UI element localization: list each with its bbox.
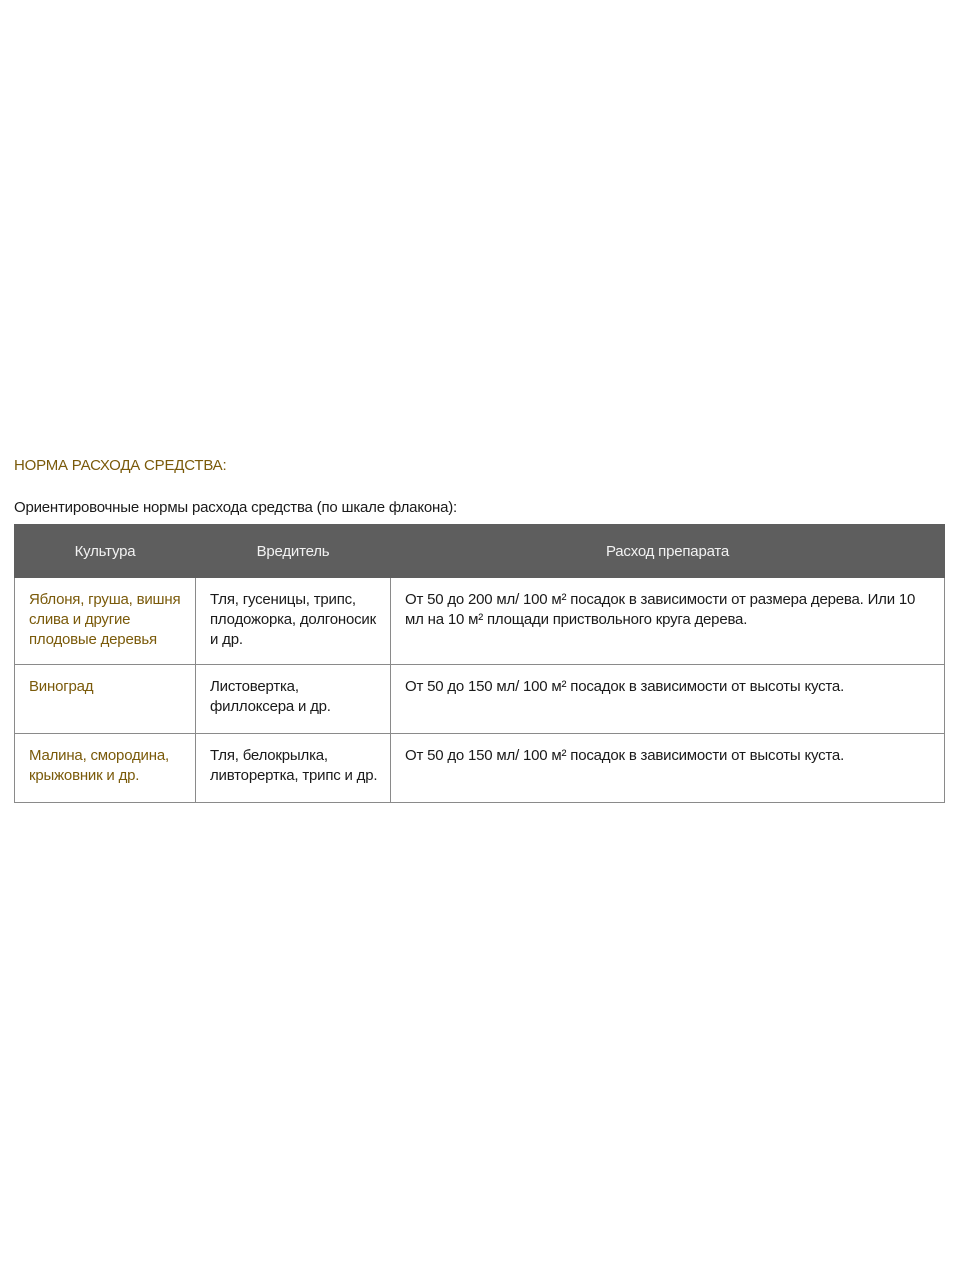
consumption-table: [14, 524, 945, 803]
consumption-section: [14, 456, 944, 803]
rate-cell: От 50 до 150 мл/ 100 м² посадок в зависимости от высоты куста.: [391, 734, 945, 803]
table-row: [15, 578, 945, 665]
header-rate: Расход препарата: [391, 525, 945, 578]
pest-cell: Листовертка, филлоксера и др.: [196, 665, 391, 734]
section-title: НОРМА РАСХОДА СРЕДСТВА:: [14, 457, 227, 474]
header-crop: Культура: [15, 525, 196, 578]
header-pest: Вредитель: [196, 525, 391, 578]
pest-cell: Тля, гусеницы, трипс, плодожорка, долгоносик и др.: [196, 578, 391, 665]
table-row: [15, 734, 945, 803]
rate-cell: От 50 до 200 мл/ 100 м² посадок в зависимости от размера дерева. Или 10 мл на 10 м² площади приствольного круга дерева.: [391, 578, 945, 665]
crop-cell: Виноград: [15, 665, 196, 734]
rate-cell: От 50 до 150 мл/ 100 м² посадок в зависимости от высоты куста.: [391, 665, 945, 734]
pest-cell: Тля, белокрылка, ливторертка, трипс и др.: [196, 734, 391, 803]
table-header-row: [15, 525, 945, 578]
crop-cell: Малина, смородина, крыжовник и др.: [15, 734, 196, 803]
crop-cell: Яблоня, груша, вишня слива и другие плодовые деревья: [15, 578, 196, 665]
intro-text: Ориентировочные нормы расхода средства (по шкале флакона):: [14, 499, 457, 516]
table-row: [15, 665, 945, 734]
